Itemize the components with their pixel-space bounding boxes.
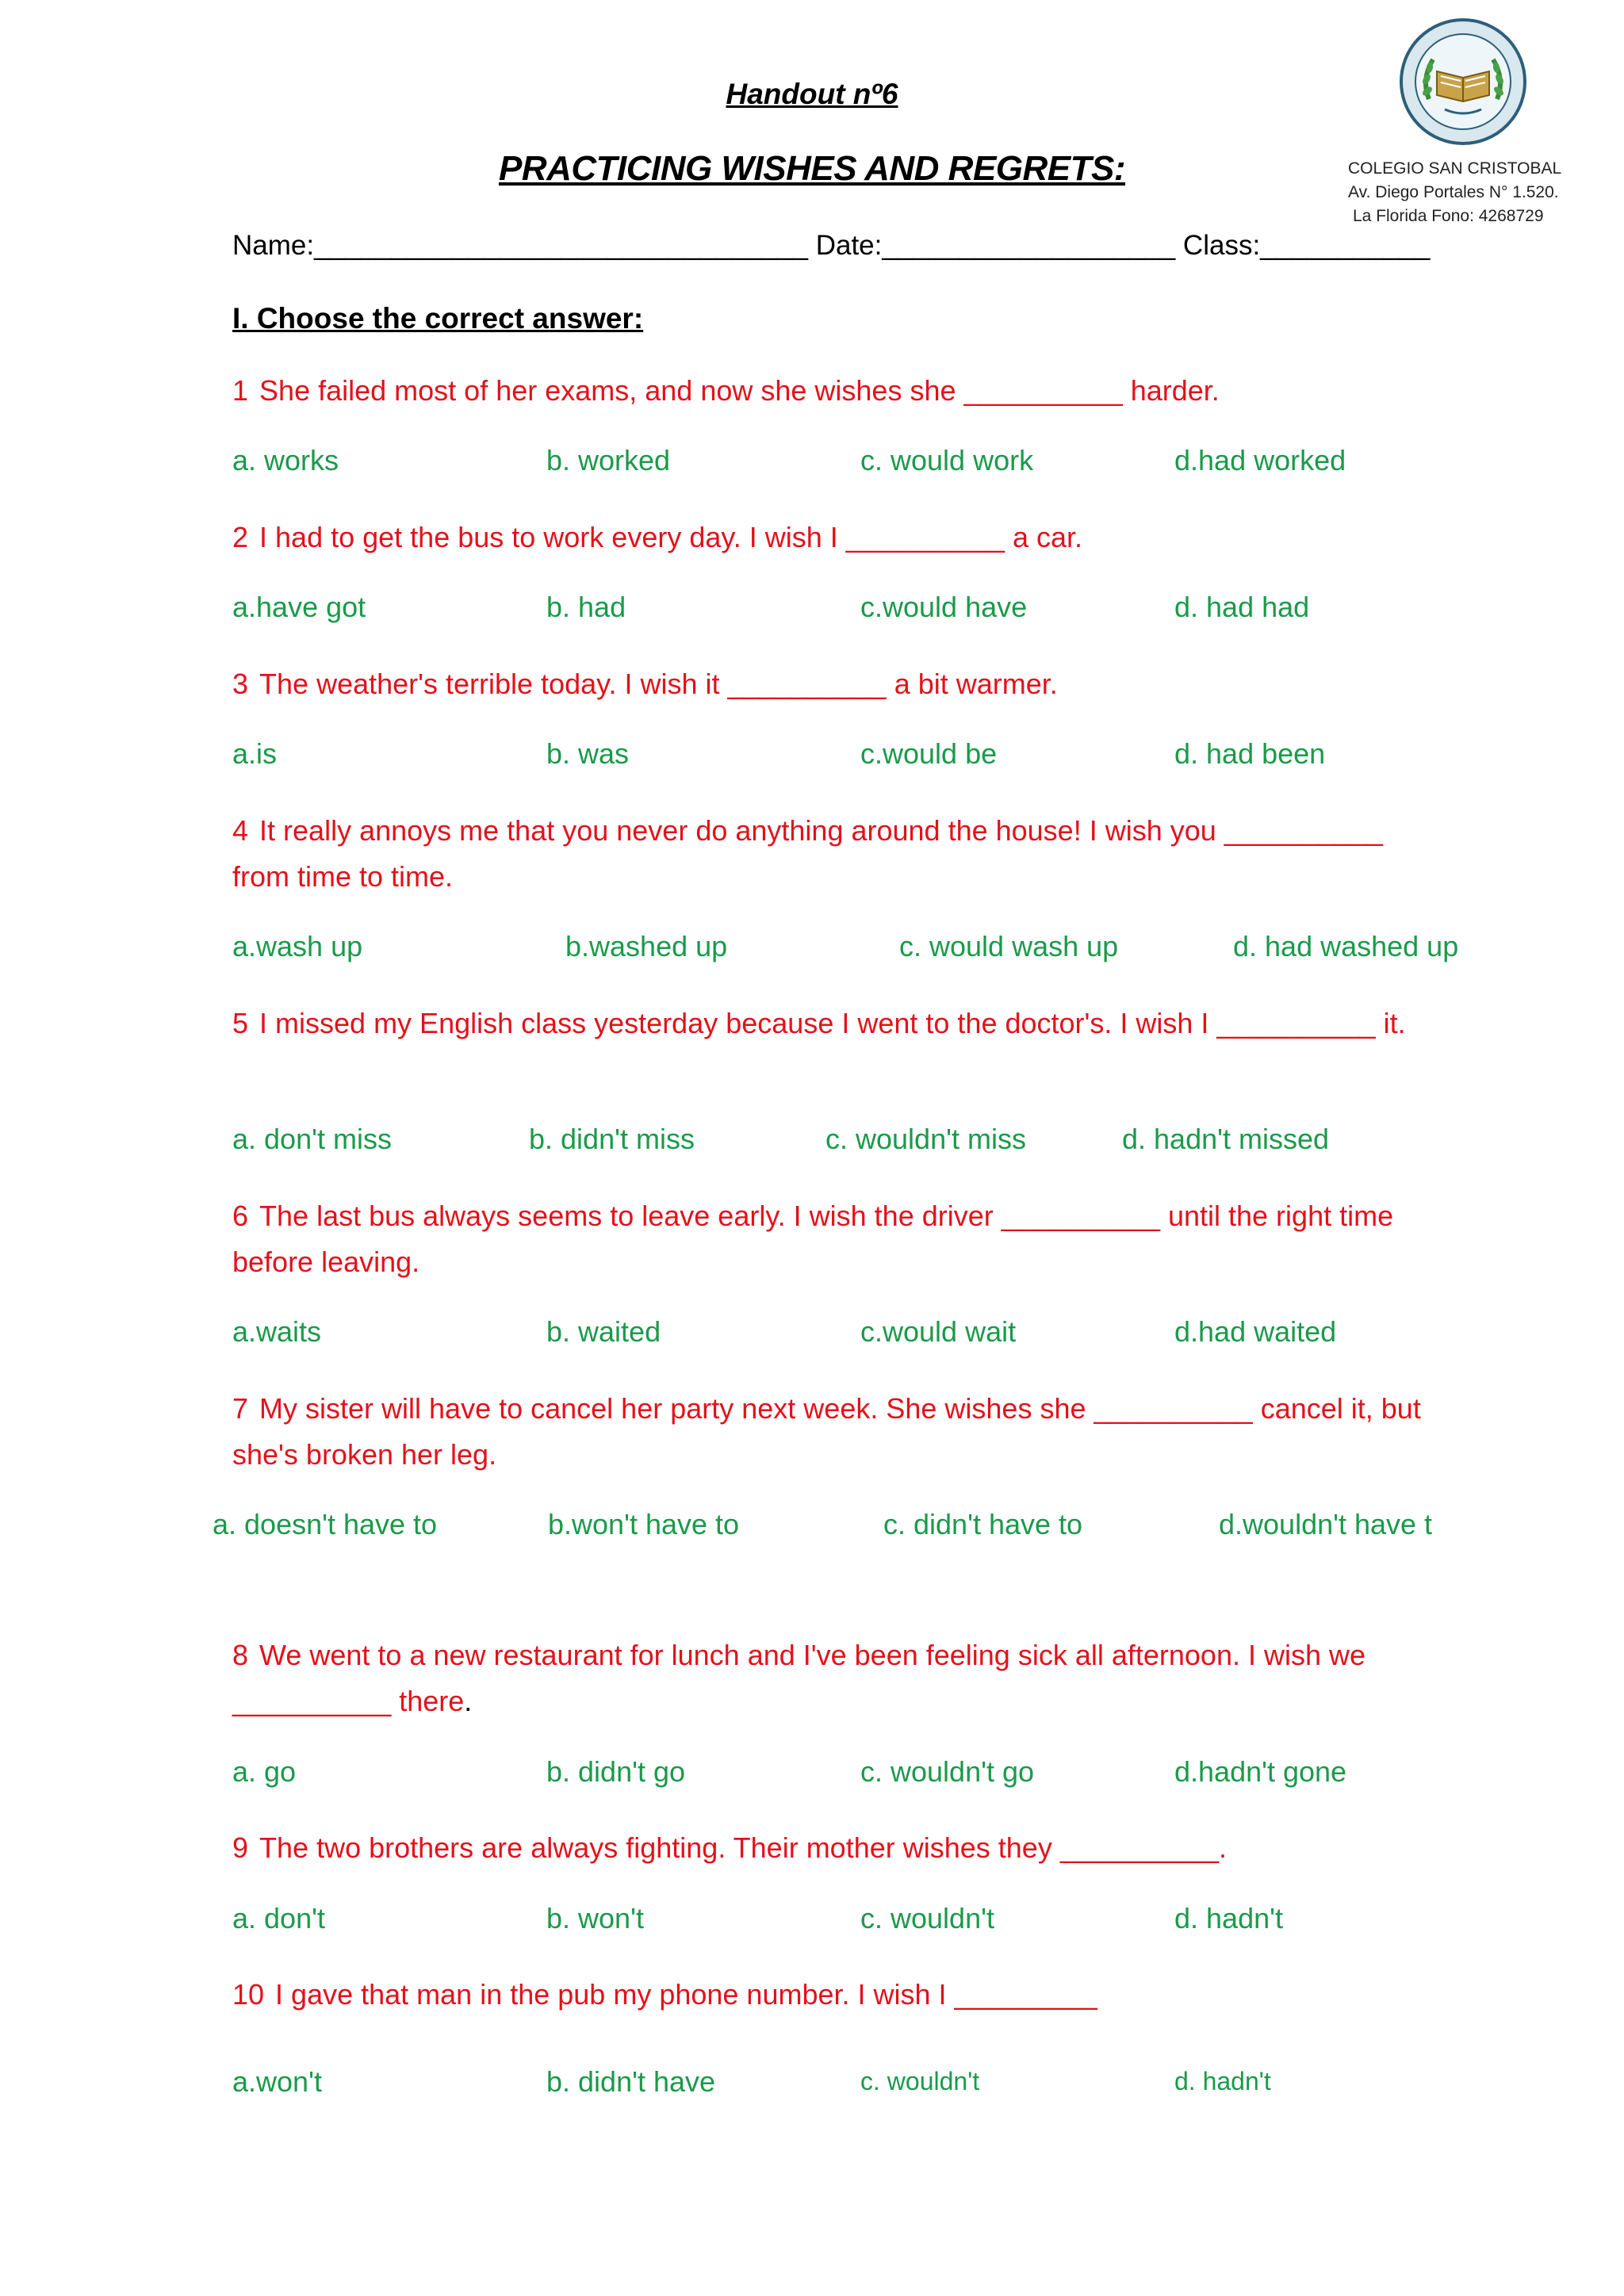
option-c[interactable]: c. would wash up: [899, 930, 1119, 962]
option-b[interactable]: b.washed up: [565, 930, 728, 962]
option-d[interactable]: d.had waited: [1174, 1315, 1337, 1348]
option-b[interactable]: b. won't: [546, 1902, 644, 1934]
option-d[interactable]: d.had worked: [1174, 444, 1346, 476]
question-text: It really annoys me that you never do anything around the house! I wish you __________ from time to time.: [232, 814, 1383, 893]
options-2: [0, 591, 1624, 630]
option-a[interactable]: a. go: [232, 1755, 297, 1788]
option-b[interactable]: b. had: [546, 591, 626, 623]
option-c[interactable]: c. wouldn't go: [860, 1755, 1035, 1788]
option-d[interactable]: d.hadn't gone: [1174, 1755, 1347, 1788]
student-fields[interactable]: Name:________________________________ Date:___________________ Class:___________: [232, 230, 1431, 261]
option-b[interactable]: b. worked: [546, 444, 671, 476]
question-5: [232, 1001, 1438, 1047]
option-a[interactable]: a.is: [232, 737, 278, 770]
option-b[interactable]: b. waited: [546, 1315, 661, 1348]
school-info: [1348, 157, 1602, 228]
option-d[interactable]: d. hadn't missed: [1122, 1123, 1330, 1155]
question-6: [232, 1193, 1438, 1285]
option-b[interactable]: b. was: [546, 737, 630, 770]
option-d[interactable]: d. had been: [1174, 737, 1326, 770]
option-a[interactable]: a. don't: [232, 1902, 325, 1934]
question-9: [232, 1825, 1438, 1871]
school-phone: La Florida Fono: 4268729: [1353, 207, 1544, 225]
option-b[interactable]: b. didn't go: [546, 1755, 686, 1788]
option-a[interactable]: a. doesn't have to: [213, 1508, 438, 1540]
section-title: I. Choose the correct answer:: [232, 302, 644, 335]
question-1: [232, 368, 1438, 414]
option-c[interactable]: c.would wait: [860, 1315, 1017, 1348]
question-number: 1: [232, 374, 249, 407]
question-8: [232, 1632, 1438, 1724]
option-c[interactable]: c. wouldn't: [860, 1902, 994, 1934]
question-4: [232, 808, 1438, 900]
options-5: [0, 1123, 1624, 1162]
question-number: 3: [232, 668, 249, 700]
option-a[interactable]: a.have got: [232, 591, 366, 623]
question-number: 9: [232, 1831, 249, 1864]
options-8: [0, 1755, 1624, 1795]
question-text: The two brothers are always fighting. Their mother wishes they __________.: [259, 1831, 1228, 1864]
option-d[interactable]: d.wouldn't have t: [1219, 1508, 1433, 1540]
option-c[interactable]: c. would work: [860, 444, 1034, 476]
options-4: [0, 930, 1624, 970]
option-c[interactable]: c. wouldn't miss: [825, 1123, 1026, 1155]
question-number: 5: [232, 1007, 249, 1039]
question-text: The weather's terrible today. I wish it __________ a bit warmer.: [259, 668, 1058, 700]
options-6: [0, 1315, 1624, 1355]
option-a[interactable]: a.won't: [232, 2065, 322, 2098]
option-c[interactable]: c.would be: [860, 737, 998, 770]
question-text: The last bus always seems to leave early. I wish the driver __________ until the right time before leaving.: [232, 1200, 1394, 1278]
question-2: [232, 515, 1438, 561]
question-number: 10: [232, 1978, 265, 2011]
question-text: We went to a new restaurant for lunch and I've been feeling sick all afternoon. I wish we __________ there: [232, 1639, 1366, 1717]
option-c[interactable]: c. wouldn't: [860, 2067, 980, 2095]
question-text: She failed most of her exams, and now she wishes she __________ harder.: [259, 374, 1220, 407]
option-a[interactable]: a.wash up: [232, 930, 363, 962]
question-text: I gave that man in the pub my phone number. I wish I _________: [275, 1978, 1097, 2011]
question-number: 4: [232, 814, 249, 847]
option-b[interactable]: b. didn't miss: [529, 1123, 695, 1155]
school-name: COLEGIO SAN CRISTOBAL: [1348, 159, 1562, 178]
question-3: [232, 661, 1438, 707]
question-text: I had to get the bus to work every day. I wish I __________ a car.: [259, 521, 1083, 553]
question-10: [232, 1972, 1438, 2018]
option-d[interactable]: d. hadn't: [1174, 2067, 1271, 2095]
option-b[interactable]: b. didn't have: [546, 2065, 716, 2098]
question-text: I missed my English class yesterday because I went to the doctor's. I wish I __________ it.: [259, 1007, 1406, 1039]
options-10: [0, 2065, 1624, 2105]
question-number: 8: [232, 1639, 249, 1671]
page-title: PRACTICING WISHES AND REGRETS:: [498, 149, 1126, 188]
question-7: [232, 1386, 1438, 1478]
option-d[interactable]: d. hadn't: [1174, 1902, 1283, 1934]
handout-number: Handout nº6: [726, 78, 898, 110]
school-address: Av. Diego Portales N° 1.520.: [1348, 183, 1559, 201]
options-9: [0, 1902, 1624, 1942]
options-1: [0, 444, 1624, 484]
options-3: [0, 737, 1624, 777]
question-number: 6: [232, 1200, 249, 1232]
option-a[interactable]: a.waits: [232, 1315, 322, 1348]
question-number: 7: [232, 1392, 249, 1425]
option-c[interactable]: c. didn't have to: [883, 1508, 1083, 1540]
option-a[interactable]: a. works: [232, 444, 339, 476]
question-text: My sister will have to cancel her party next week. She wishes she __________ cancel it, but she's broken her leg.: [232, 1392, 1421, 1471]
question-number: 2: [232, 521, 249, 553]
option-d[interactable]: d. had had: [1174, 591, 1310, 623]
school-crest-logo-icon: [1397, 16, 1529, 147]
question-trail: .: [464, 1685, 473, 1717]
option-b[interactable]: b.won't have to: [548, 1508, 740, 1540]
option-a[interactable]: a. don't miss: [232, 1123, 392, 1155]
option-d[interactable]: d. had washed up: [1233, 930, 1459, 962]
options-7: [0, 1508, 1624, 1548]
option-c[interactable]: c.would have: [860, 591, 1028, 623]
